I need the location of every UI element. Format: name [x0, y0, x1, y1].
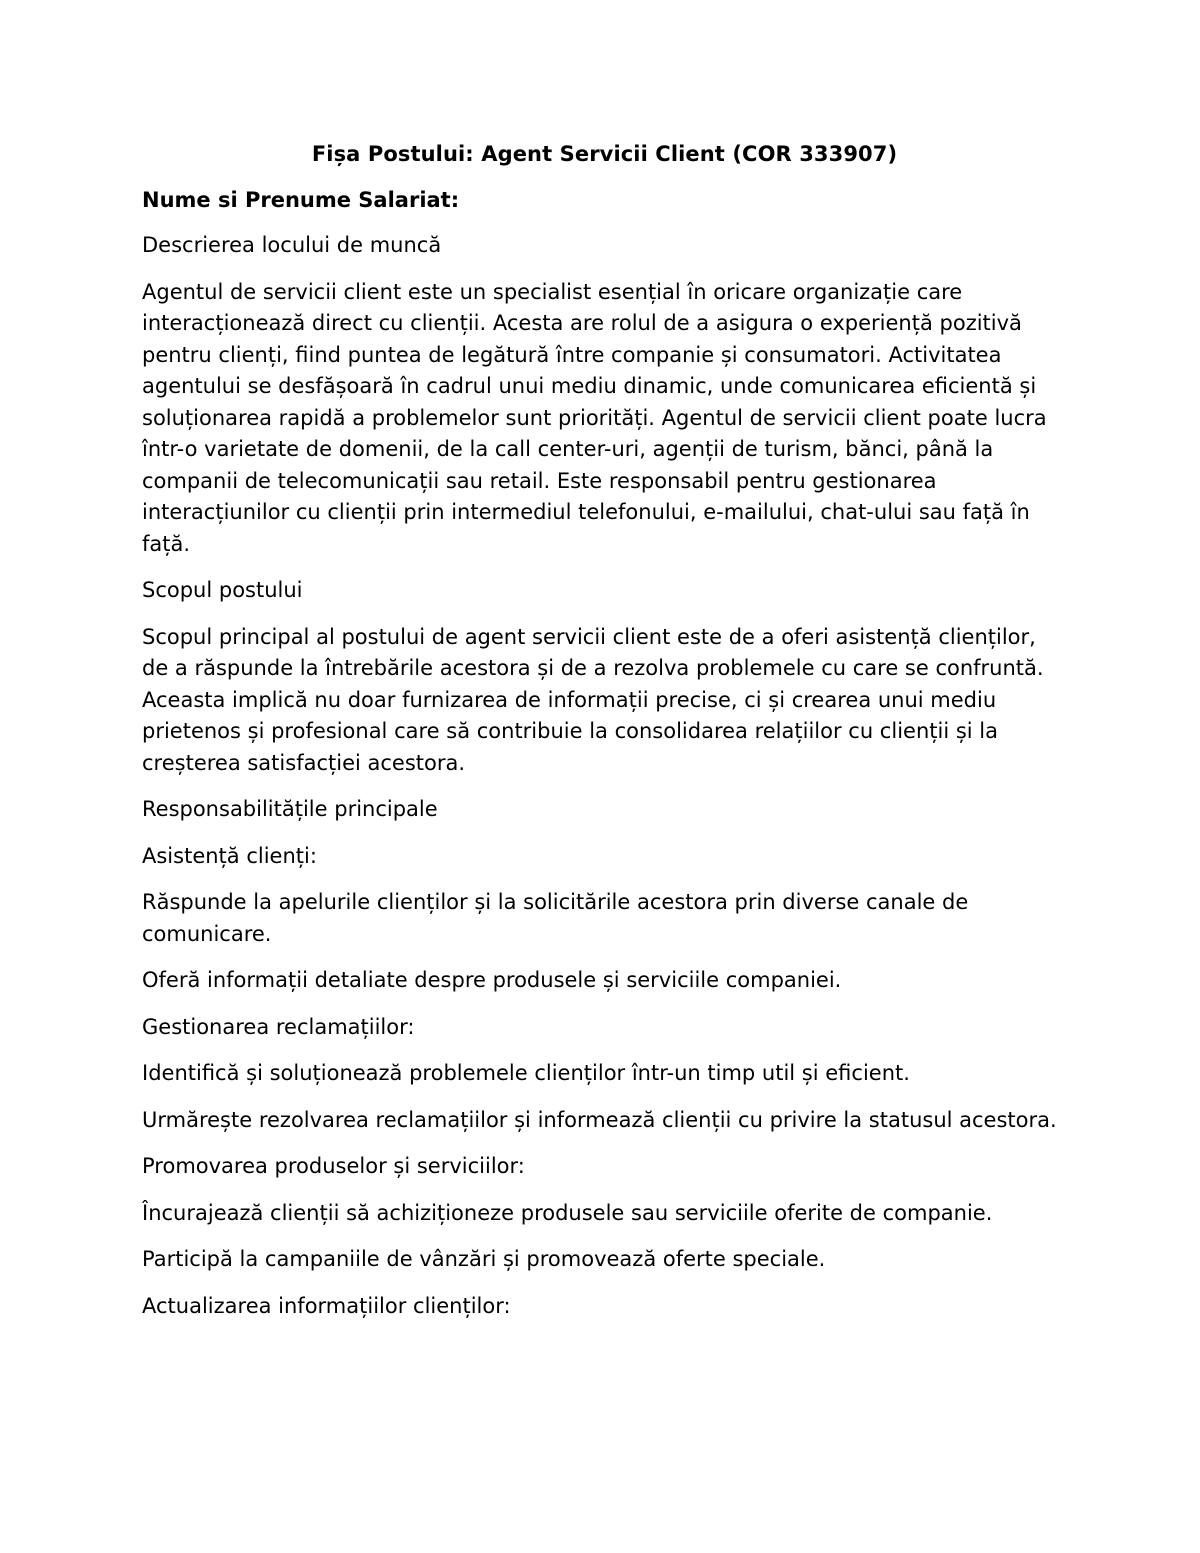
- section-heading-purpose: Scopul postului: [142, 578, 303, 602]
- paragraph-item: Urmărește rezolvarea reclamațiilor și informează clienții cu privire la statusul acestora.: [142, 1107, 1057, 1132]
- paragraph-item: Răspunde la apelurile clienților și la solicitările acestora prin diverse canale de comunicare.: [142, 890, 969, 946]
- paragraph-purpose: Scopul principal al postului de agent servicii client este de a oferi asistență clienților, de a răspunde la întrebările acestora și de a rezolva problemele cu care se confruntă. Aceasta implică nu doar furnizarea de informații precise, ci și crearea unui mediu prietenos și profesional care să contribuie la consolidarea relațiilor cu clienții și la creșterea satisfacției acestora.: [142, 624, 1044, 775]
- document-body: [142, 138, 1067, 1337]
- subheading-complaints: Gestionarea reclamațiilor:: [142, 1014, 415, 1039]
- subheading-client-info: Actualizarea informațiilor clienților:: [142, 1293, 511, 1318]
- section-heading-description: Descrierea locului de muncă: [142, 233, 442, 257]
- paragraph-description: Agentul de servicii client este un specialist esențial în oricare organizație care interacționează direct cu clienții. Acesta are rolul de a asigura o experiență pozitivă pentru clienți, fiind puntea de legătură între companie și consumatori. Activitatea agentului se desfășoară în cadrul unui mediu dinamic, unde comunicarea eficientă și soluționarea rapidă a problemelor sunt priorități. Agentul de servicii client poate lucra într-o varietate de domenii, de la call center-uri, agenții de turism, bănci, până la companii de telecomunicații sau retail. Este responsabil pentru gestionarea interacțiunilor cu clienții prin intermediul telefonului, e-mailului, chat-ului sau față în față.: [142, 279, 1047, 556]
- section-heading-responsibilities: Responsabilitățile principale: [142, 797, 438, 821]
- subheading-promotion: Promovarea produselor și serviciilor:: [142, 1154, 525, 1178]
- subheading-customer-assistance: Asistență clienți:: [142, 843, 317, 868]
- paragraph-item: Încurajează clienții să achiziționeze produsele sau serviciile oferite de companie.: [142, 1200, 993, 1225]
- paragraph-item: Oferă informații detaliate despre produsele și serviciile companiei.: [142, 968, 842, 992]
- paragraph-item: Identifică și soluționează problemele clienților într-un timp util și eficient.: [142, 1061, 910, 1085]
- employee-name-label: Nume si Prenume Salariat:: [142, 188, 460, 212]
- paragraph-item: Participă la campaniile de vânzări și promovează oferte speciale.: [142, 1247, 826, 1271]
- document-title: Fișa Postului: Agent Servicii Client (COR 333907): [311, 142, 898, 166]
